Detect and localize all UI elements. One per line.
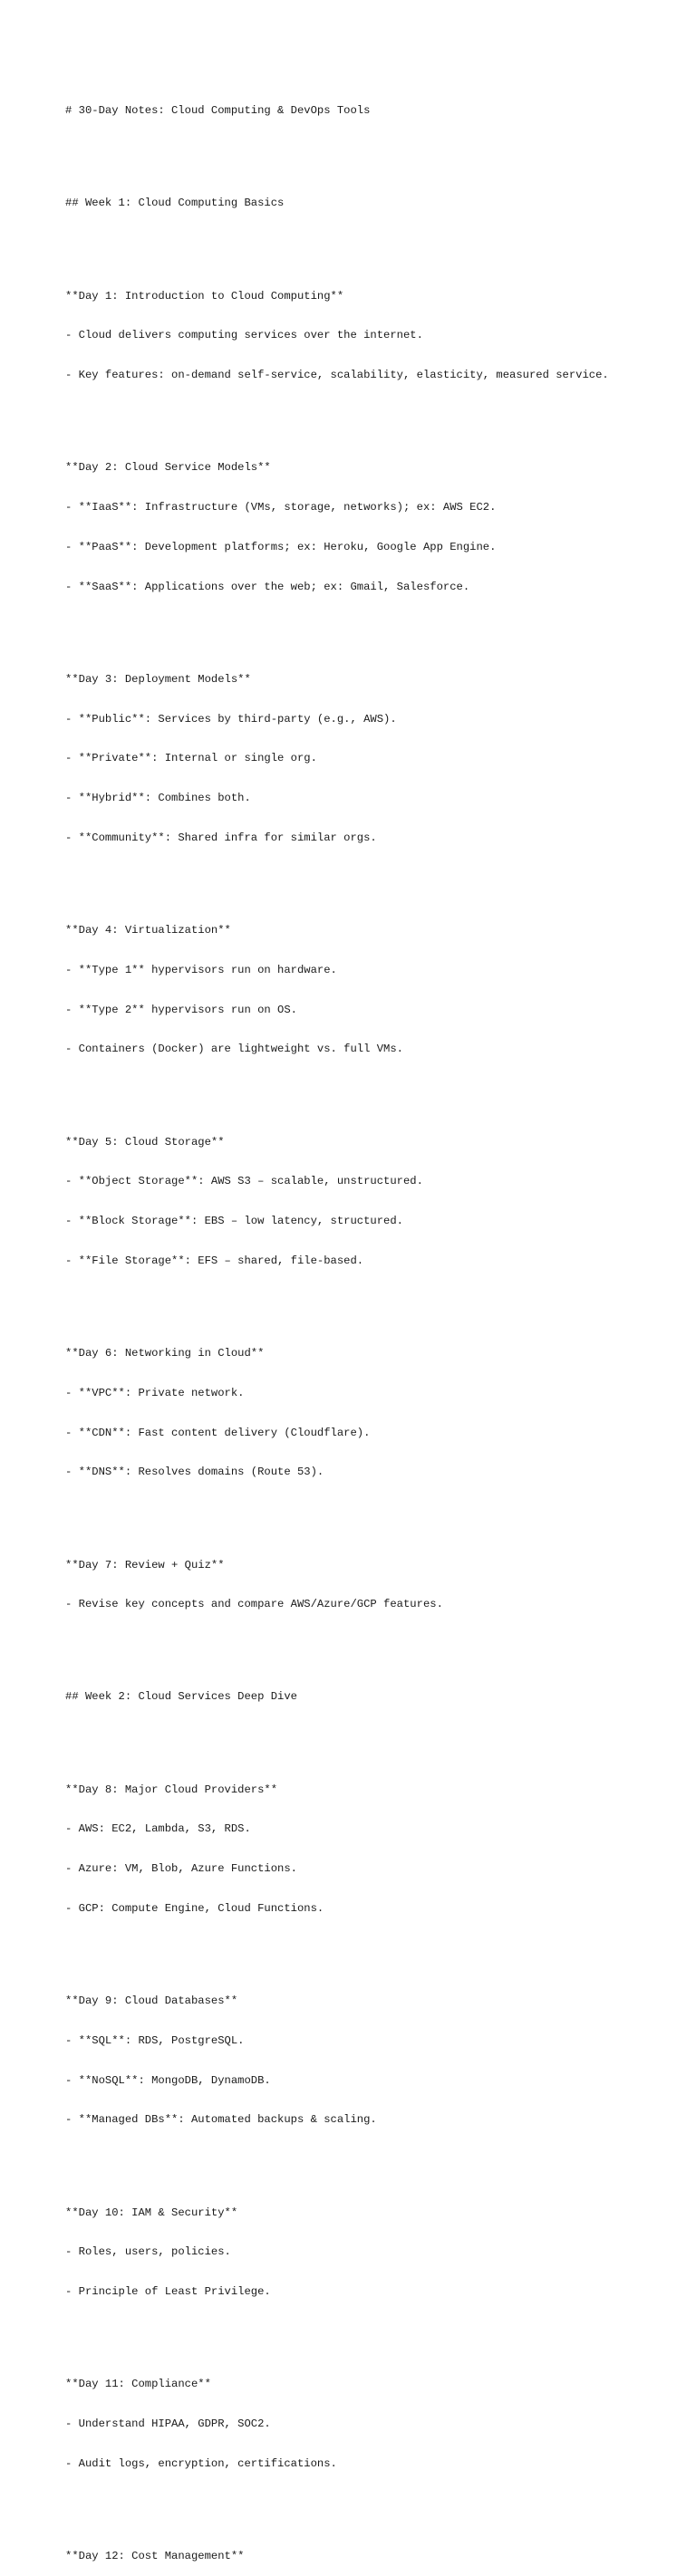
day1-title: **Day 1: Introduction to Cloud Computing** bbox=[65, 289, 344, 303]
day6-item: - **DNS**: Resolves domains (Route 53). bbox=[65, 1466, 324, 1479]
day8-item: - AWS: EC2, Lambda, S3, RDS. bbox=[65, 1822, 251, 1836]
day3-title: **Day 3: Deployment Models** bbox=[65, 672, 251, 686]
week2-heading: ## Week 2: Cloud Services Deep Dive bbox=[65, 1690, 297, 1704]
blank-line bbox=[65, 1082, 682, 1096]
day8-item: - Azure: VM, Blob, Azure Functions. bbox=[65, 1862, 297, 1876]
day5-title: **Day 5: Cloud Storage** bbox=[65, 1135, 225, 1149]
day3-item: - **Community**: Shared infra for similar orgs. bbox=[65, 831, 377, 844]
day4-title: **Day 4: Virtualization** bbox=[65, 924, 231, 937]
day9-title: **Day 9: Cloud Databases** bbox=[65, 1994, 238, 2008]
day10-item: - Roles, users, policies. bbox=[65, 2245, 231, 2259]
day1-item: - Key features: on-demand self-service, scalability, elasticity, measured service. bbox=[65, 369, 609, 382]
day10-item: - Principle of Least Privilege. bbox=[65, 2285, 271, 2299]
document-title: # 30-Day Notes: Cloud Computing & DevOps Tools bbox=[65, 104, 371, 118]
day9-item: - **Managed DBs**: Automated backups & scaling. bbox=[65, 2113, 377, 2127]
document-page bbox=[65, 78, 682, 2576]
blank-line bbox=[65, 1505, 682, 1519]
day12-title: **Day 12: Cost Management** bbox=[65, 2550, 245, 2563]
day11-item: - Understand HIPAA, GDPR, SOC2. bbox=[65, 2417, 271, 2431]
blank-line bbox=[65, 1730, 682, 1744]
blank-line bbox=[65, 409, 682, 422]
blank-line bbox=[65, 1294, 682, 1308]
day3-item: - **Private**: Internal or single org. bbox=[65, 752, 317, 765]
day2-item: - **PaaS**: Development platforms; ex: Heroku, Google App Engine. bbox=[65, 540, 497, 553]
blank-line bbox=[65, 620, 682, 633]
blank-line bbox=[65, 236, 682, 250]
day9-item: - **NoSQL**: MongoDB, DynamoDB. bbox=[65, 2073, 271, 2087]
day3-item: - **Public**: Services by third-party (e.g., AWS). bbox=[65, 712, 397, 726]
day6-item: - **CDN**: Fast content delivery (Cloudflare). bbox=[65, 1426, 371, 1439]
day1-item: - Cloud delivers computing services over the internet. bbox=[65, 329, 423, 342]
blank-line bbox=[65, 2497, 682, 2511]
day5-item: - **Object Storage**: AWS S3 – scalable, unstructured. bbox=[65, 1175, 423, 1188]
day6-title: **Day 6: Networking in Cloud** bbox=[65, 1347, 265, 1360]
day4-item: - **Type 1** hypervisors run on hardware. bbox=[65, 963, 337, 976]
blank-line bbox=[65, 2153, 682, 2167]
day9-item: - **SQL**: RDS, PostgreSQL. bbox=[65, 2033, 245, 2047]
day7-title: **Day 7: Review + Quiz** bbox=[65, 1558, 225, 1572]
day11-item: - Audit logs, encryption, certifications. bbox=[65, 2456, 337, 2470]
day4-item: - Containers (Docker) are lightweight vs. full VMs. bbox=[65, 1043, 403, 1056]
day4-item: - **Type 2** hypervisors run on OS. bbox=[65, 1003, 297, 1016]
blank-line bbox=[65, 871, 682, 885]
day10-title: **Day 10: IAM & Security** bbox=[65, 2206, 238, 2219]
day5-item: - **File Storage**: EFS – shared, file-based. bbox=[65, 1254, 364, 1267]
day8-title: **Day 8: Major Cloud Providers** bbox=[65, 1783, 278, 1796]
blank-line bbox=[65, 2325, 682, 2339]
blank-line bbox=[65, 1942, 682, 1956]
day8-item: - GCP: Compute Engine, Cloud Functions. bbox=[65, 1901, 324, 1915]
day2-title: **Day 2: Cloud Service Models** bbox=[65, 461, 271, 475]
day3-item: - **Hybrid**: Combines both. bbox=[65, 792, 251, 805]
blank-line bbox=[65, 1638, 682, 1651]
day2-item: - **SaaS**: Applications over the web; ex: Gmail, Salesforce. bbox=[65, 580, 470, 593]
day11-title: **Day 11: Compliance** bbox=[65, 2378, 211, 2391]
day5-item: - **Block Storage**: EBS – low latency, structured. bbox=[65, 1215, 403, 1228]
blank-line bbox=[65, 144, 682, 158]
day6-item: - **VPC**: Private network. bbox=[65, 1386, 245, 1399]
day2-item: - **IaaS**: Infrastructure (VMs, storage, networks); ex: AWS EC2. bbox=[65, 501, 497, 514]
week1-heading: ## Week 1: Cloud Computing Basics bbox=[65, 197, 285, 210]
day7-item: - Revise key concepts and compare AWS/Azure/GCP features. bbox=[65, 1598, 443, 1611]
